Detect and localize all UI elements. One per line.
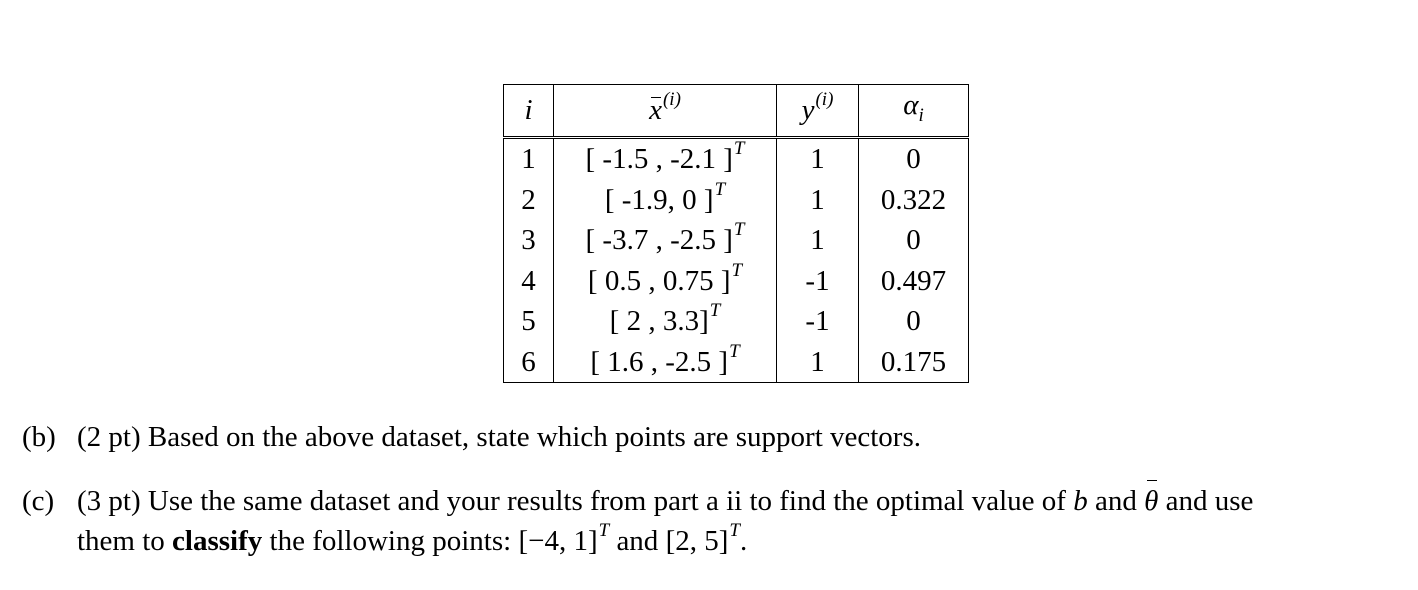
cell-x: [ -1.9, 0 ]$^T$ (554, 179, 777, 220)
question-c-label: (c) (22, 485, 55, 517)
cell-x: [ -1.5 , -2.1 ]$^T$ (554, 137, 777, 179)
header-alpha: $\alpha_i$ (859, 85, 969, 138)
table-row (504, 137, 969, 179)
cell-alpha: 0 (859, 301, 969, 342)
question-b-text: (2 pt) Based on the above dataset, state which points are support vectors. (77, 421, 921, 453)
question-c (22, 481, 1412, 561)
table-row (504, 220, 969, 261)
cell-alpha: 0.322 (859, 179, 969, 220)
point-2: [2, 5]$^T$ (665, 520, 740, 557)
question-c-line-1: (3 pt) Use the same dataset and your results from part a ii to find the optimal value of b and θ and use (77, 481, 1412, 521)
cell-y: 1 (777, 220, 859, 261)
table-row (504, 179, 969, 220)
question-b-label: (b) (22, 421, 56, 453)
cell-x: [ 2 , 3.3]$^T$ (554, 301, 777, 342)
cell-i: 4 (504, 260, 554, 301)
cell-y: 1 (777, 137, 859, 179)
cell-alpha: 0.497 (859, 260, 969, 301)
cell-x: [ -3.7 , -2.5 ]$^T$ (554, 220, 777, 261)
cell-y: 1 (777, 179, 859, 220)
cell-alpha: 0 (859, 220, 969, 261)
cell-i: 3 (504, 220, 554, 261)
cell-alpha: 0 (859, 137, 969, 179)
table-row (504, 341, 969, 382)
cell-x: [ 0.5 , 0.75 ]$^T$ (554, 260, 777, 301)
table-row (504, 301, 969, 342)
dataset-table (503, 84, 969, 383)
cell-y: -1 (777, 301, 859, 342)
header-i: i (504, 85, 554, 138)
theta-bar-symbol: θ (1144, 481, 1158, 521)
table-header-row (504, 85, 969, 138)
cell-y: 1 (777, 341, 859, 382)
point-1: [−4, 1]$^T$ (518, 520, 610, 557)
cell-i: 2 (504, 179, 554, 220)
cell-y: -1 (777, 260, 859, 301)
question-c-text (77, 481, 1412, 561)
cell-x: [ 1.6 , -2.5 ]$^T$ (554, 341, 777, 382)
question-b (22, 417, 1412, 457)
cell-i: 6 (504, 341, 554, 382)
question-c-line-2: them to classify the following points: [−4, 1]$^T$ and [2, 5]$^T$. (77, 520, 748, 557)
cell-i: 1 (504, 137, 554, 179)
cell-i: 5 (504, 301, 554, 342)
b-symbol: b (1073, 485, 1088, 517)
cell-alpha: 0.175 (859, 341, 969, 382)
classify-emphasis: classify (172, 525, 263, 557)
header-x: $x^{(i)}$ (554, 85, 777, 138)
table-row (504, 260, 969, 301)
header-y: $y^{(i)}$ (777, 85, 859, 138)
